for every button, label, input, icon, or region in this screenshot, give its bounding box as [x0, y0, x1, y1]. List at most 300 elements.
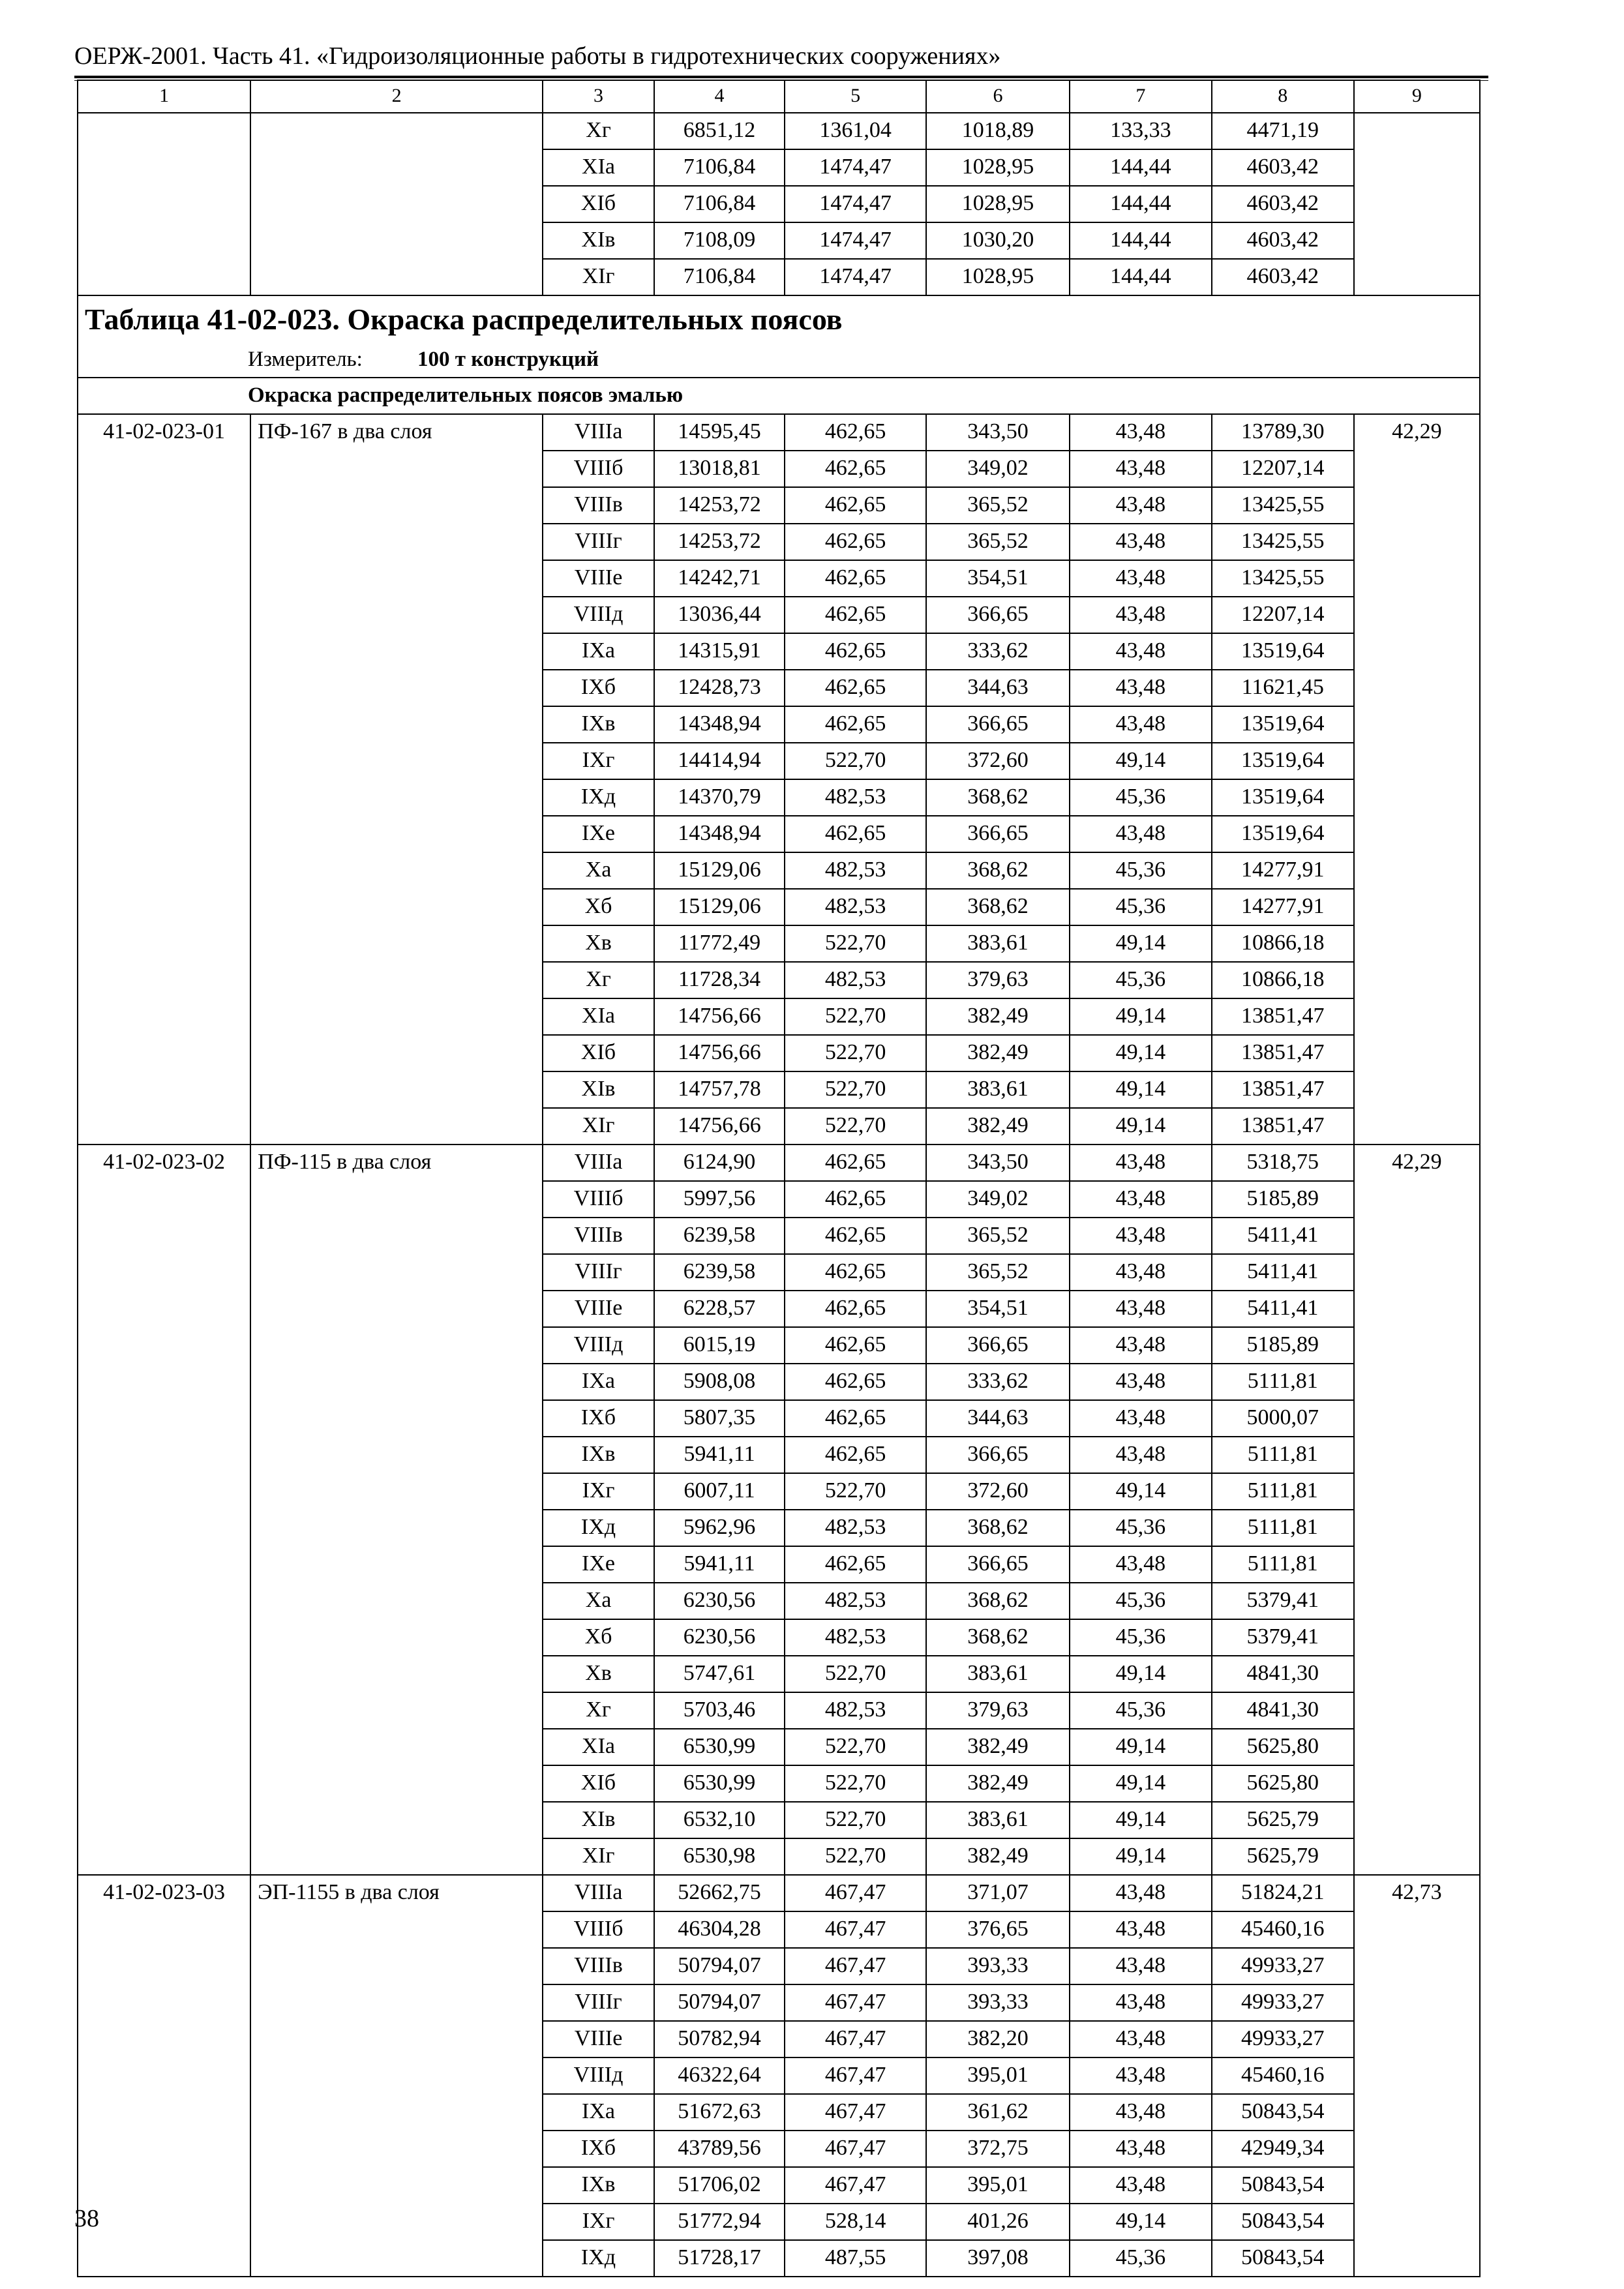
name-cell [250, 1546, 543, 1583]
value-cell: 6530,99 [654, 1765, 785, 1802]
value-cell: 45,36 [1070, 1583, 1212, 1619]
col9-cell [1354, 962, 1480, 998]
col9-cell [1354, 670, 1480, 706]
value-cell: 52662,75 [654, 1875, 785, 1911]
col9-cell [1354, 1802, 1480, 1838]
column-number: 7 [1070, 80, 1212, 113]
code-cell [78, 1400, 250, 1437]
table-row [78, 1364, 1480, 1400]
zone-cell: ХIа [543, 149, 654, 186]
value-cell: 51728,17 [654, 2240, 785, 2277]
name-cell [250, 1583, 543, 1619]
col9-cell [1354, 1181, 1480, 1218]
value-cell: 5185,89 [1212, 1327, 1354, 1364]
value-cell: 14348,94 [654, 706, 785, 743]
value-cell: 50843,54 [1212, 2240, 1354, 2277]
name-cell [250, 743, 543, 779]
col9-cell [1354, 1035, 1480, 1071]
col9-cell [1354, 1108, 1480, 1144]
value-cell: 43,48 [1070, 524, 1212, 560]
measure-line [85, 343, 1473, 377]
name-cell [250, 597, 543, 633]
table-row [78, 1291, 1480, 1327]
value-cell: 379,63 [926, 1692, 1070, 1729]
value-cell: 487,55 [785, 2240, 926, 2277]
col9-cell [1354, 222, 1480, 259]
col9-cell [1354, 1254, 1480, 1291]
value-cell: 50794,07 [654, 1948, 785, 1984]
col9-cell [1354, 113, 1480, 149]
code-cell [78, 1546, 250, 1583]
value-cell: 1474,47 [785, 186, 926, 222]
value-cell: 49,14 [1070, 1473, 1212, 1510]
zone-cell: IХг [543, 2204, 654, 2240]
code-cell [78, 1911, 250, 1948]
value-cell: 482,53 [785, 1510, 926, 1546]
name-cell [250, 1838, 543, 1875]
name-cell [250, 816, 543, 852]
zone-cell: Хг [543, 962, 654, 998]
name-cell [250, 852, 543, 889]
value-cell: 144,44 [1070, 222, 1212, 259]
name-cell [250, 1765, 543, 1802]
value-cell: 45,36 [1070, 1510, 1212, 1546]
item-name: ЭП-1155 в два слоя [250, 1875, 543, 1911]
column-number: 5 [785, 80, 926, 113]
value-cell: 366,65 [926, 597, 1070, 633]
value-cell: 11621,45 [1212, 670, 1354, 706]
table-row [78, 1108, 1480, 1144]
value-cell: 522,70 [785, 1729, 926, 1765]
value-cell: 49,14 [1070, 1071, 1212, 1108]
value-cell: 49,14 [1070, 2204, 1212, 2240]
col9-cell [1354, 1656, 1480, 1692]
value-cell: 5411,41 [1212, 1254, 1354, 1291]
value-cell: 366,65 [926, 1437, 1070, 1473]
value-cell: 49933,27 [1212, 1948, 1354, 1984]
value-cell: 5318,75 [1212, 1144, 1354, 1181]
value-cell: 1018,89 [926, 113, 1070, 149]
column-number-row [78, 80, 1480, 113]
value-cell: 6015,19 [654, 1327, 785, 1364]
value-cell: 462,65 [785, 487, 926, 524]
value-cell: 462,65 [785, 706, 926, 743]
col9-cell [1354, 451, 1480, 487]
table-row [78, 1473, 1480, 1510]
code-cell [78, 1071, 250, 1108]
value-cell: 368,62 [926, 779, 1070, 816]
col9-cell [1354, 1583, 1480, 1619]
table-row [78, 149, 1480, 186]
value-cell: 366,65 [926, 1546, 1070, 1583]
col9-cell [1354, 1437, 1480, 1473]
value-cell: 6530,99 [654, 1729, 785, 1765]
col9-cell [1354, 998, 1480, 1035]
code-cell [78, 1181, 250, 1218]
value-cell: 43789,56 [654, 2131, 785, 2167]
value-cell: 462,65 [785, 414, 926, 451]
value-cell: 5111,81 [1212, 1364, 1354, 1400]
col9-cell [1354, 149, 1480, 186]
name-cell [250, 1327, 543, 1364]
col9-cell [1354, 816, 1480, 852]
code-cell [78, 1692, 250, 1729]
zone-cell: IХд [543, 779, 654, 816]
code-cell [78, 852, 250, 889]
table-row [78, 2094, 1480, 2131]
table-row [78, 1619, 1480, 1656]
price-table [77, 80, 1481, 2277]
col9-cell [1354, 1692, 1480, 1729]
value-cell: 462,65 [785, 1400, 926, 1437]
value-cell: 4603,42 [1212, 149, 1354, 186]
value-cell: 14242,71 [654, 560, 785, 597]
zone-cell: ХIг [543, 1838, 654, 1875]
value-cell: 1474,47 [785, 222, 926, 259]
col9-cell [1354, 1510, 1480, 1546]
value-cell: 482,53 [785, 1619, 926, 1656]
col9-cell [1354, 2094, 1480, 2131]
table-row [78, 2167, 1480, 2204]
name-cell [250, 1291, 543, 1327]
value-cell: 43,48 [1070, 1400, 1212, 1437]
code-cell [78, 889, 250, 925]
value-cell: 5997,56 [654, 1181, 785, 1218]
value-cell: 7106,84 [654, 259, 785, 295]
table-row [78, 1583, 1480, 1619]
value-cell: 467,47 [785, 2094, 926, 2131]
column-number: 2 [250, 80, 543, 113]
table-row [78, 962, 1480, 998]
value-cell: 14756,66 [654, 1108, 785, 1144]
name-cell [250, 1437, 543, 1473]
col9-cell [1354, 2167, 1480, 2204]
zone-cell: IХе [543, 816, 654, 852]
section-row [78, 378, 1480, 414]
value-cell: 49,14 [1070, 925, 1212, 962]
value-cell: 14756,66 [654, 1035, 785, 1071]
value-cell: 349,02 [926, 451, 1070, 487]
value-cell: 5111,81 [1212, 1437, 1354, 1473]
item-code: 41-02-023-02 [78, 1144, 250, 1181]
value-cell: 522,70 [785, 1765, 926, 1802]
value-cell: 366,65 [926, 706, 1070, 743]
name-cell [250, 706, 543, 743]
name-cell [250, 149, 543, 186]
col9-cell [1354, 706, 1480, 743]
value-cell: 50843,54 [1212, 2094, 1354, 2131]
name-cell [250, 2094, 543, 2131]
value-cell: 462,65 [785, 1327, 926, 1364]
table-row [78, 1400, 1480, 1437]
code-cell [78, 1327, 250, 1364]
value-cell: 43,48 [1070, 1144, 1212, 1181]
name-cell [250, 1729, 543, 1765]
name-cell [250, 1400, 543, 1437]
value-cell: 11772,49 [654, 925, 785, 962]
col9-cell [1354, 487, 1480, 524]
code-cell [78, 743, 250, 779]
value-cell: 462,65 [785, 670, 926, 706]
value-cell: 366,65 [926, 816, 1070, 852]
value-cell: 43,48 [1070, 1327, 1212, 1364]
value-cell: 349,02 [926, 1181, 1070, 1218]
value-cell: 13519,64 [1212, 633, 1354, 670]
table-row [78, 1802, 1480, 1838]
value-cell: 144,44 [1070, 186, 1212, 222]
value-cell: 45,36 [1070, 779, 1212, 816]
code-cell [78, 222, 250, 259]
value-cell: 462,65 [785, 1144, 926, 1181]
zone-cell: ХIв [543, 1802, 654, 1838]
page-number: 38 [74, 2205, 99, 2232]
col9-cell [1354, 1948, 1480, 1984]
table-row [78, 925, 1480, 962]
value-cell: 5625,79 [1212, 1838, 1354, 1875]
name-cell [250, 1254, 543, 1291]
value-cell: 467,47 [785, 1984, 926, 2021]
value-cell: 50843,54 [1212, 2204, 1354, 2240]
zone-cell: ХIб [543, 1765, 654, 1802]
item-code: 41-02-023-03 [78, 1875, 250, 1911]
value-cell: 5807,35 [654, 1400, 785, 1437]
value-cell: 43,48 [1070, 414, 1212, 451]
value-cell: 43,48 [1070, 2021, 1212, 2057]
value-cell: 5111,81 [1212, 1546, 1354, 1583]
value-cell: 365,52 [926, 1254, 1070, 1291]
code-cell [78, 925, 250, 962]
code-cell [78, 962, 250, 998]
name-cell [250, 1473, 543, 1510]
code-cell [78, 998, 250, 1035]
zone-cell: ХIг [543, 259, 654, 295]
code-cell [78, 113, 250, 149]
table-row [78, 633, 1480, 670]
table-row [78, 1546, 1480, 1583]
value-cell: 368,62 [926, 852, 1070, 889]
zone-cell: IХа [543, 633, 654, 670]
col9-cell [1354, 1911, 1480, 1948]
value-cell: 43,48 [1070, 1546, 1212, 1583]
value-cell: 13851,47 [1212, 1108, 1354, 1144]
col9-cell [1354, 259, 1480, 295]
value-cell: 482,53 [785, 1692, 926, 1729]
table-row [78, 113, 1480, 149]
value-cell: 462,65 [785, 1364, 926, 1400]
value-cell: 4471,19 [1212, 113, 1354, 149]
value-cell: 376,65 [926, 1911, 1070, 1948]
table-row [78, 743, 1480, 779]
item-name: ПФ-115 в два слоя [250, 1144, 543, 1181]
zone-cell: Хв [543, 1656, 654, 1692]
value-cell: 5411,41 [1212, 1291, 1354, 1327]
code-cell [78, 2167, 250, 2204]
table-row [78, 414, 1480, 451]
value-cell: 14253,72 [654, 487, 785, 524]
value-cell: 343,50 [926, 414, 1070, 451]
table-title-row [78, 295, 1480, 378]
value-cell: 462,65 [785, 1218, 926, 1254]
value-cell: 372,60 [926, 1473, 1070, 1510]
zone-cell: Хв [543, 925, 654, 962]
value-cell: 343,50 [926, 1144, 1070, 1181]
zone-cell: IХд [543, 1510, 654, 1546]
value-cell: 4603,42 [1212, 259, 1354, 295]
value-cell: 6124,90 [654, 1144, 785, 1181]
name-cell [250, 1108, 543, 1144]
name-cell [250, 524, 543, 560]
name-cell [250, 1984, 543, 2021]
value-cell: 467,47 [785, 2131, 926, 2167]
code-cell [78, 1510, 250, 1546]
code-cell [78, 2057, 250, 2094]
col9-cell [1354, 779, 1480, 816]
header-title: ОЕРЖ-2001. Часть 41. «Гидроизоляционные работы в гидротехнических сооружениях» [74, 42, 1001, 70]
code-cell [78, 1656, 250, 1692]
value-cell: 45460,16 [1212, 1911, 1354, 1948]
value-cell: 522,70 [785, 1838, 926, 1875]
value-cell: 14277,91 [1212, 889, 1354, 925]
value-cell: 482,53 [785, 852, 926, 889]
value-cell: 14757,78 [654, 1071, 785, 1108]
code-cell [78, 1035, 250, 1071]
zone-cell: VIIIг [543, 524, 654, 560]
value-cell: 13425,55 [1212, 524, 1354, 560]
table-row [78, 597, 1480, 633]
value-cell: 383,61 [926, 1802, 1070, 1838]
col9-cell [1354, 1473, 1480, 1510]
zone-cell: ХIв [543, 222, 654, 259]
value-cell: 1030,20 [926, 222, 1070, 259]
table-row [78, 1437, 1480, 1473]
table-row [78, 2240, 1480, 2277]
value-cell: 333,62 [926, 633, 1070, 670]
code-cell [78, 706, 250, 743]
value-cell: 382,49 [926, 1838, 1070, 1875]
value-cell: 43,48 [1070, 1948, 1212, 1984]
name-cell [250, 925, 543, 962]
code-cell [78, 560, 250, 597]
value-cell: 45,36 [1070, 1619, 1212, 1656]
value-cell: 361,62 [926, 2094, 1070, 2131]
col9-cell [1354, 925, 1480, 962]
value-cell: 522,70 [785, 1071, 926, 1108]
value-cell: 43,48 [1070, 487, 1212, 524]
value-cell: 49933,27 [1212, 2021, 1354, 2057]
col9-cell [1354, 1400, 1480, 1437]
name-cell [250, 1071, 543, 1108]
value-cell: 6532,10 [654, 1802, 785, 1838]
table-row [78, 1875, 1480, 1911]
value-cell: 43,48 [1070, 451, 1212, 487]
code-cell [78, 1108, 250, 1144]
zone-cell: VIIIг [543, 1254, 654, 1291]
value-cell: 13018,81 [654, 451, 785, 487]
value-cell: 13036,44 [654, 597, 785, 633]
zone-cell: IХе [543, 1546, 654, 1583]
value-cell: 462,65 [785, 816, 926, 852]
value-cell: 45,36 [1070, 962, 1212, 998]
value-cell: 49,14 [1070, 1656, 1212, 1692]
col9-cell [1354, 1984, 1480, 2021]
zone-cell: IХа [543, 2094, 654, 2131]
value-cell: 4841,30 [1212, 1656, 1354, 1692]
value-cell: 13519,64 [1212, 743, 1354, 779]
value-cell: 1474,47 [785, 149, 926, 186]
name-cell [250, 2167, 543, 2204]
table-row [78, 560, 1480, 597]
value-cell: 14348,94 [654, 816, 785, 852]
code-cell [78, 1218, 250, 1254]
value-cell: 43,48 [1070, 1875, 1212, 1911]
table-row [78, 2021, 1480, 2057]
col9-cell [1354, 560, 1480, 597]
value-cell: 462,65 [785, 1181, 926, 1218]
table-row [78, 451, 1480, 487]
table-row [78, 487, 1480, 524]
value-cell: 43,48 [1070, 633, 1212, 670]
value-cell: 528,14 [785, 2204, 926, 2240]
value-cell: 14315,91 [654, 633, 785, 670]
table-row [78, 1071, 1480, 1108]
value-cell: 522,70 [785, 925, 926, 962]
value-cell: 1474,47 [785, 259, 926, 295]
zone-cell: IХа [543, 1364, 654, 1400]
table-row [78, 779, 1480, 816]
value-cell: 5185,89 [1212, 1181, 1354, 1218]
table-row [78, 1035, 1480, 1071]
value-cell: 15129,06 [654, 852, 785, 889]
value-cell: 368,62 [926, 1583, 1070, 1619]
value-cell: 5941,11 [654, 1546, 785, 1583]
col9-cell [1354, 1619, 1480, 1656]
zone-cell: IХб [543, 1400, 654, 1437]
value-cell: 6230,56 [654, 1619, 785, 1656]
value-cell: 14414,94 [654, 743, 785, 779]
table-row [78, 1656, 1480, 1692]
value-cell: 43,48 [1070, 1364, 1212, 1400]
name-cell [250, 1802, 543, 1838]
zone-cell: VIIIе [543, 1291, 654, 1327]
name-cell [250, 1948, 543, 1984]
value-cell: 51824,21 [1212, 1875, 1354, 1911]
name-cell [250, 2204, 543, 2240]
table-row [78, 816, 1480, 852]
column-number: 6 [926, 80, 1070, 113]
value-cell: 10866,18 [1212, 925, 1354, 962]
code-cell [78, 1619, 250, 1656]
value-cell: 49933,27 [1212, 1984, 1354, 2021]
value-cell: 43,48 [1070, 2094, 1212, 2131]
table-row [78, 998, 1480, 1035]
value-cell: 14595,45 [654, 414, 785, 451]
value-cell: 14277,91 [1212, 852, 1354, 889]
value-cell: 13851,47 [1212, 1035, 1354, 1071]
value-cell: 522,70 [785, 1656, 926, 1692]
name-cell [250, 1510, 543, 1546]
col9-cell [1354, 1218, 1480, 1254]
value-cell: 43,48 [1070, 1218, 1212, 1254]
item-code: 41-02-023-01 [78, 414, 250, 451]
value-cell: 144,44 [1070, 259, 1212, 295]
value-cell: 14370,79 [654, 779, 785, 816]
col9-cell [1354, 2204, 1480, 2240]
value-cell: 344,63 [926, 1400, 1070, 1437]
value-cell: 382,20 [926, 2021, 1070, 2057]
name-cell [250, 998, 543, 1035]
code-cell [78, 2131, 250, 2167]
value-cell: 372,60 [926, 743, 1070, 779]
